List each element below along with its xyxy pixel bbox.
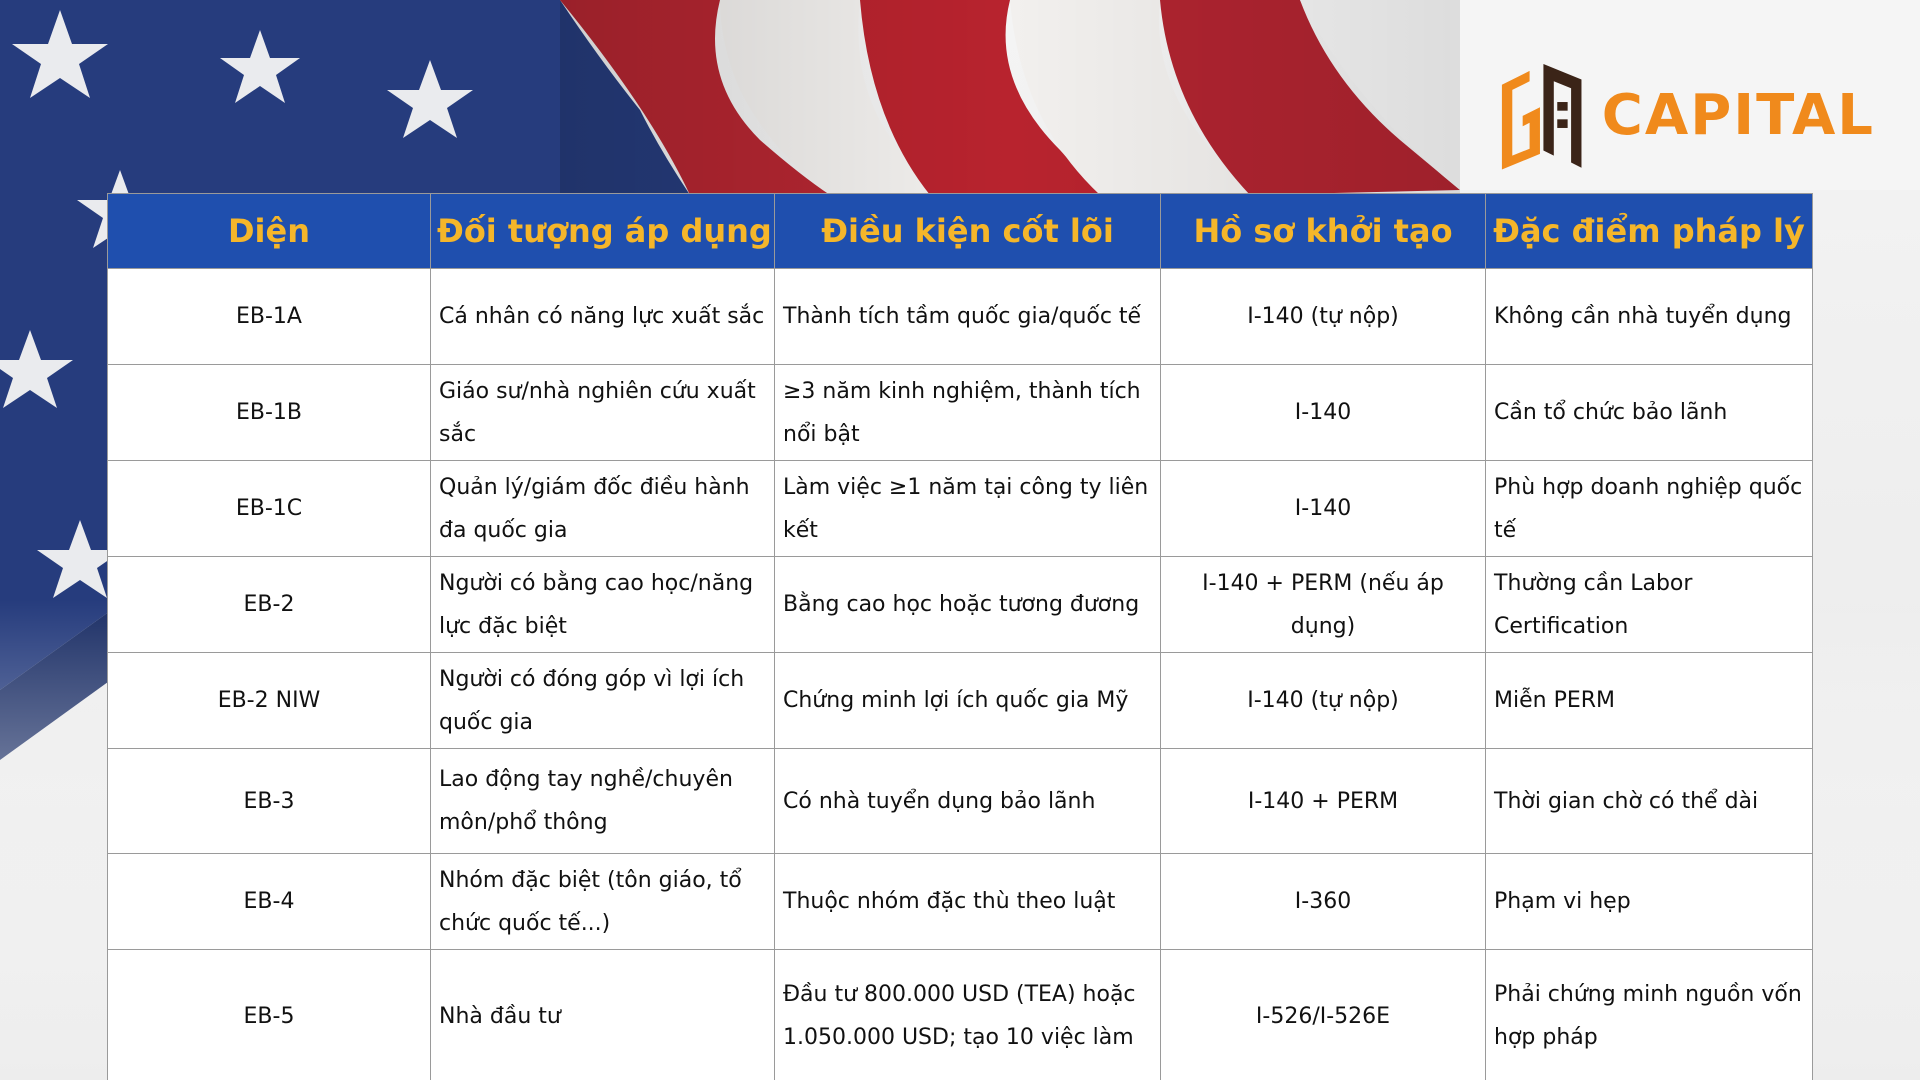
cell-legal: Thường cần Labor Certification: [1486, 557, 1813, 653]
cell-applicant: Người có bằng cao học/năng lực đặc biệt: [431, 557, 775, 653]
table-row: [108, 269, 1813, 365]
cell-applicant: Lao động tay nghề/chuyên môn/phổ thông: [431, 749, 775, 854]
header-doi-tuong: Đối tượng áp dụng: [431, 194, 775, 269]
cell-legal: Phạm vi hẹp: [1486, 854, 1813, 950]
cell-legal: Cần tổ chức bảo lãnh: [1486, 365, 1813, 461]
cell-legal: Phải chứng minh nguồn vốn hợp pháp: [1486, 950, 1813, 1080]
cell-filing: I-140 + PERM: [1161, 749, 1486, 854]
cell-applicant: Quản lý/giám đốc điều hành đa quốc gia: [431, 461, 775, 557]
company-logo: [1495, 45, 1875, 185]
cell-legal: Miễn PERM: [1486, 653, 1813, 749]
table-row: [108, 854, 1813, 950]
table-row: [108, 461, 1813, 557]
cell-filing: I-526/I-526E: [1161, 950, 1486, 1080]
cell-applicant: Giáo sư/nhà nghiên cứu xuất sắc: [431, 365, 775, 461]
table-row: [108, 749, 1813, 854]
logo-text: CAPITAL: [1601, 82, 1875, 148]
table-row: [108, 950, 1813, 1080]
cell-condition: Thành tích tầm quốc gia/quốc tế: [775, 269, 1161, 365]
header-dien: Diện: [108, 194, 431, 269]
cell-category: EB-1A: [108, 269, 431, 365]
cell-filing: I-360: [1161, 854, 1486, 950]
cell-condition: Làm việc ≥1 năm tại công ty liên kết: [775, 461, 1161, 557]
cell-applicant: Người có đóng góp vì lợi ích quốc gia: [431, 653, 775, 749]
cell-category: EB-2: [108, 557, 431, 653]
cell-filing: I-140 (tự nộp): [1161, 653, 1486, 749]
cell-condition: Đầu tư 800.000 USD (TEA) hoặc 1.050.000 USD; tạo 10 việc làm: [775, 950, 1161, 1080]
cell-condition: Thuộc nhóm đặc thù theo luật: [775, 854, 1161, 950]
cell-condition: Chứng minh lợi ích quốc gia Mỹ: [775, 653, 1161, 749]
cell-applicant: Cá nhân có năng lực xuất sắc: [431, 269, 775, 365]
cell-applicant: Nhà đầu tư: [431, 950, 775, 1080]
cell-category: EB-1B: [108, 365, 431, 461]
cell-category: EB-4: [108, 854, 431, 950]
header-dieu-kien: Điều kiện cốt lõi: [775, 194, 1161, 269]
eb-visa-comparison-table: [107, 193, 1812, 1080]
cell-filing: I-140 (tự nộp): [1161, 269, 1486, 365]
cell-legal: Phù hợp doanh nghiệp quốc tế: [1486, 461, 1813, 557]
table-row: [108, 653, 1813, 749]
cell-category: EB-1C: [108, 461, 431, 557]
cell-filing: I-140: [1161, 365, 1486, 461]
cell-condition: Bằng cao học hoặc tương đương: [775, 557, 1161, 653]
ga-logo-icon: [1495, 50, 1586, 180]
cell-condition: ≥3 năm kinh nghiệm, thành tích nổi bật: [775, 365, 1161, 461]
table-header-row: [108, 194, 1813, 269]
table-row: [108, 557, 1813, 653]
cell-legal: Không cần nhà tuyển dụng: [1486, 269, 1813, 365]
header-ho-so: Hồ sơ khởi tạo: [1161, 194, 1486, 269]
header-dac-diem: Đặc điểm pháp lý: [1486, 194, 1813, 269]
cell-category: EB-5: [108, 950, 431, 1080]
cell-legal: Thời gian chờ có thể dài: [1486, 749, 1813, 854]
cell-condition: Có nhà tuyển dụng bảo lãnh: [775, 749, 1161, 854]
cell-category: EB-2 NIW: [108, 653, 431, 749]
cell-filing: I-140 + PERM (nếu áp dụng): [1161, 557, 1486, 653]
cell-applicant: Nhóm đặc biệt (tôn giáo, tổ chức quốc tế...): [431, 854, 775, 950]
cell-category: EB-3: [108, 749, 431, 854]
table-row: [108, 365, 1813, 461]
cell-filing: I-140: [1161, 461, 1486, 557]
